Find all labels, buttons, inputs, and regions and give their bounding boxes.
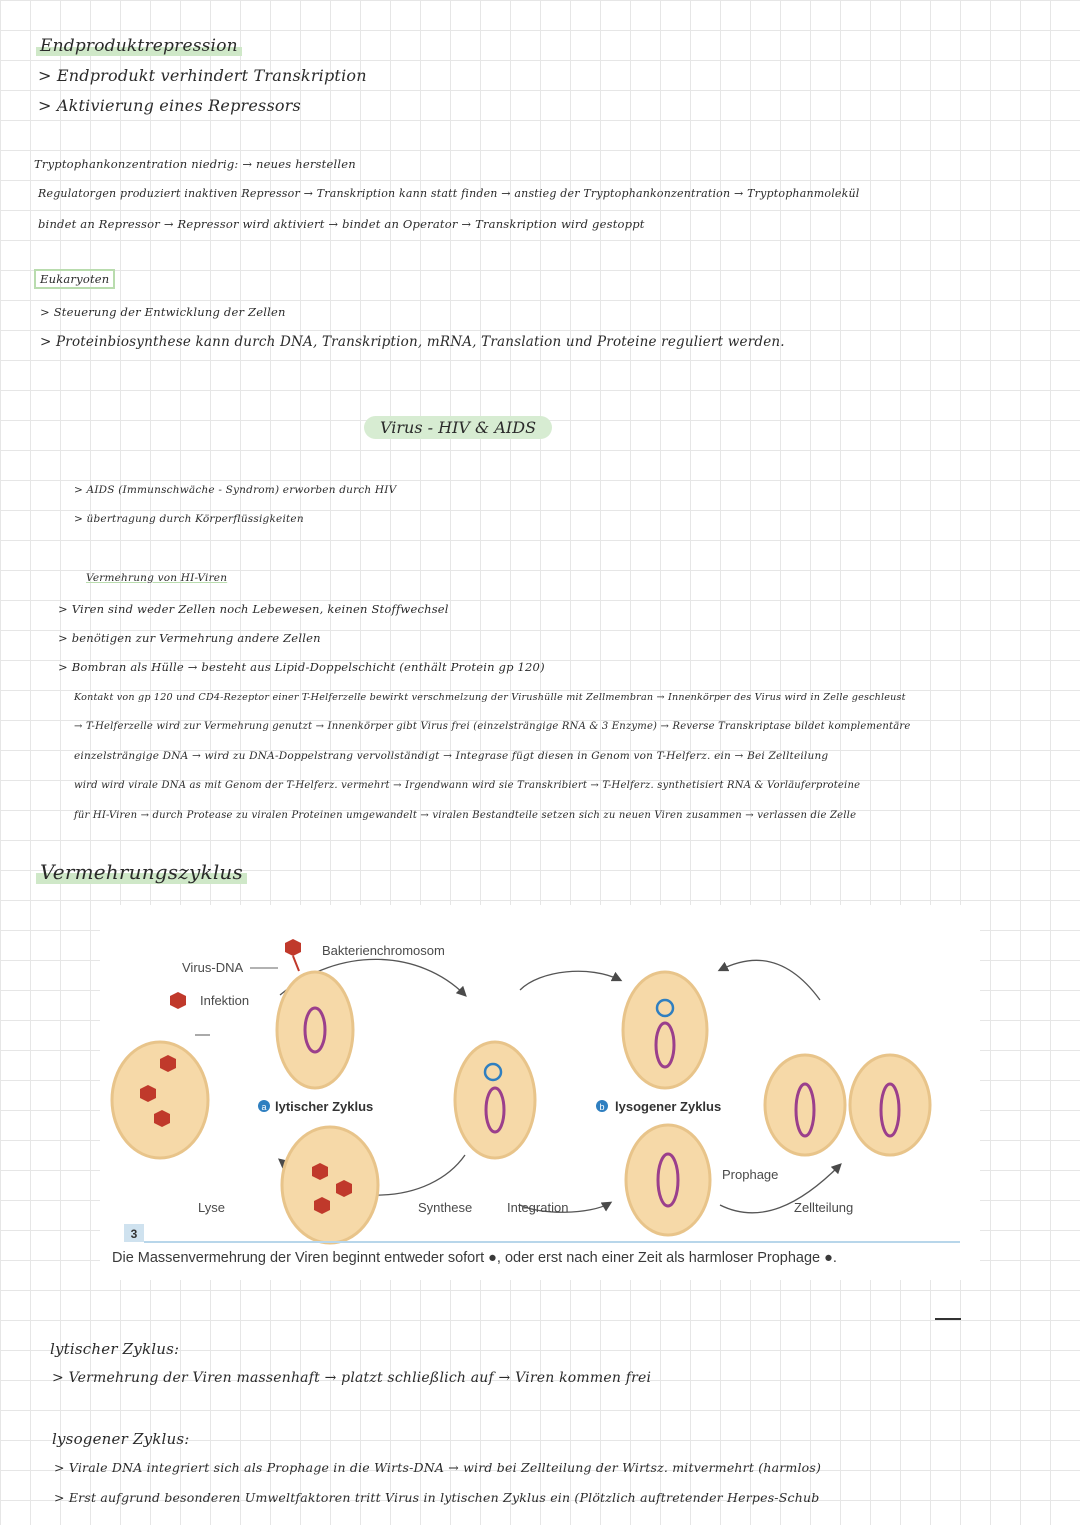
paragraph-line-1: Kontakt von gp 120 und CD4-Rezeptor einer T-Helferzelle bewirkt verschmelzung der Virushülle mit Zellmembran → Innenkörper des Virus wird in Zelle geschleust xyxy=(74,692,906,703)
section-title-endprodukt: Endproduktrepression xyxy=(36,36,242,56)
trp-line-2: Regulatorgen produziert inaktiven Repressor → Transkription kann statt finden → anstieg der Tryptophankonzentration → Tryptophanmolekül xyxy=(38,187,860,200)
section-title-vermehrung: Vermehrung von HI-Viren xyxy=(86,572,228,584)
cell-dividing-left xyxy=(765,1055,845,1155)
cell-dividing-right xyxy=(850,1055,930,1155)
paragraph-line-5: für HI-Viren → durch Protease zu viralen Proteinen umgewandelt → viralen Bestandteile setzen sich zu neuen Viren zusammen → verlassen die Zelle xyxy=(74,810,857,821)
section-title-lytisch: lytischer Zyklus: xyxy=(50,1340,180,1358)
section-title-virus: Virus - HIV & AIDS xyxy=(364,416,552,439)
bullet-vermehrung-2: > benötigen zur Vermehrung andere Zellen xyxy=(58,631,321,645)
trp-line-1: Tryptophankonzentration niedrig: → neues herstellen xyxy=(34,157,356,171)
label-zellteilung: Zellteilung xyxy=(794,1200,854,1215)
section-title-eukaryoten: Eukaryoten xyxy=(34,272,115,286)
virus-cycle-figure xyxy=(100,905,980,1280)
label-lysogener-zyklus: lysogener Zyklus xyxy=(615,1099,722,1114)
cell-lysogen-top xyxy=(623,972,707,1088)
label-prophage: Prophage xyxy=(722,1167,779,1182)
cell-center xyxy=(455,1042,535,1158)
figure-number: 3 xyxy=(130,1227,138,1241)
divider-dash xyxy=(935,1318,961,1320)
lytisch-line: > Vermehrung der Viren massenhaft → platzt schließlich auf → Viren kommen frei xyxy=(52,1370,652,1386)
marker-b-letter: b xyxy=(599,1102,605,1112)
bullet-eukaryoten-1: > Steuerung der Entwicklung der Zellen xyxy=(40,305,286,319)
label-bakterienchromosom: Bakterienchromosom xyxy=(322,943,445,958)
paragraph-line-3: einzelsträngige DNA → wird zu DNA-Doppelstrang vervollständigt → Integrase fügt diesen in Genom von T-Helferz. ein → Bei Zellteilung xyxy=(74,750,829,762)
label-integration: Integration xyxy=(507,1200,569,1215)
virus-cycle-diagram xyxy=(100,905,980,1280)
cell-prophage xyxy=(626,1125,710,1235)
section-title-lysogen: lysogener Zyklus: xyxy=(52,1430,190,1448)
marker-a-letter: a xyxy=(261,1102,267,1112)
label-virus-dna: Virus-DNA xyxy=(182,960,244,975)
arrow-back-top xyxy=(720,960,820,1000)
bullet-endprodukt-1: > Endprodukt verhindert Transkription xyxy=(38,66,367,85)
bullet-eukaryoten-2: > Proteinbiosynthese kann durch DNA, Transkription, mRNA, Translation und Proteine reguliert werden. xyxy=(40,334,785,350)
bullet-vermehrung-3: > Bombran als Hülle → besteht aus Lipid-Doppelschicht (enthält Protein gp 120) xyxy=(58,660,545,674)
cell-infected xyxy=(277,972,353,1088)
figure-caption: Die Massenvermehrung der Viren beginnt entweder sofort ●, oder erst nach einer Zeit als harmloser Prophage ●. xyxy=(112,1250,837,1266)
trp-line-3: bindet an Repressor → Repressor wird aktiviert → bindet an Operator → Transkription wird gestoppt xyxy=(38,217,645,231)
bullet-endprodukt-2: > Aktivierung eines Repressors xyxy=(38,96,301,115)
paragraph-line-2: → T-Helferzelle wird zur Vermehrung genutzt → Innenkörper gibt Virus frei (einzelsträngige RNA & 3 Enzyme) → Reverse Transkriptase bildet komplementäre xyxy=(74,721,911,732)
label-synthese: Synthese xyxy=(418,1200,473,1215)
lysogen-line-2: > Erst aufgrund besonderen Umweltfaktoren tritt Virus in lytischen Zyklus ein (Plötzlich auftretender Herpes-Schub xyxy=(54,1490,820,1505)
arrow-to-lysogen xyxy=(520,971,620,990)
section-title-zyklus: Vermehrungszyklus xyxy=(36,860,247,884)
lysogen-line-1: > Virale DNA integriert sich als Prophage in die Wirts-DNA → wird bei Zellteilung der Wirtsz. mitvermehrt (harmlos) xyxy=(54,1460,822,1475)
label-lytischer-zyklus: lytischer Zyklus xyxy=(275,1099,374,1114)
bullet-vermehrung-1: > Viren sind weder Zellen noch Lebewesen, keinen Stoffwechsel xyxy=(58,602,449,616)
paragraph-line-4: wird wird virale DNA as mit Genom der T-Helferz. vermehrt → Irgendwann wird sie Transkribiert → T-Helferz. synthetisiert RNA & Vorläuferproteine xyxy=(74,780,861,791)
bullet-virus-1: > AIDS (Immunschwäche - Syndrom) erworben durch HIV xyxy=(74,484,397,496)
label-lyse: Lyse xyxy=(198,1200,225,1215)
phage-icon xyxy=(285,939,301,971)
bullet-virus-2: > übertragung durch Körperflüssigkeiten xyxy=(74,513,304,525)
cell-synthesis xyxy=(282,1127,378,1243)
label-infektion: Infektion xyxy=(200,993,250,1008)
